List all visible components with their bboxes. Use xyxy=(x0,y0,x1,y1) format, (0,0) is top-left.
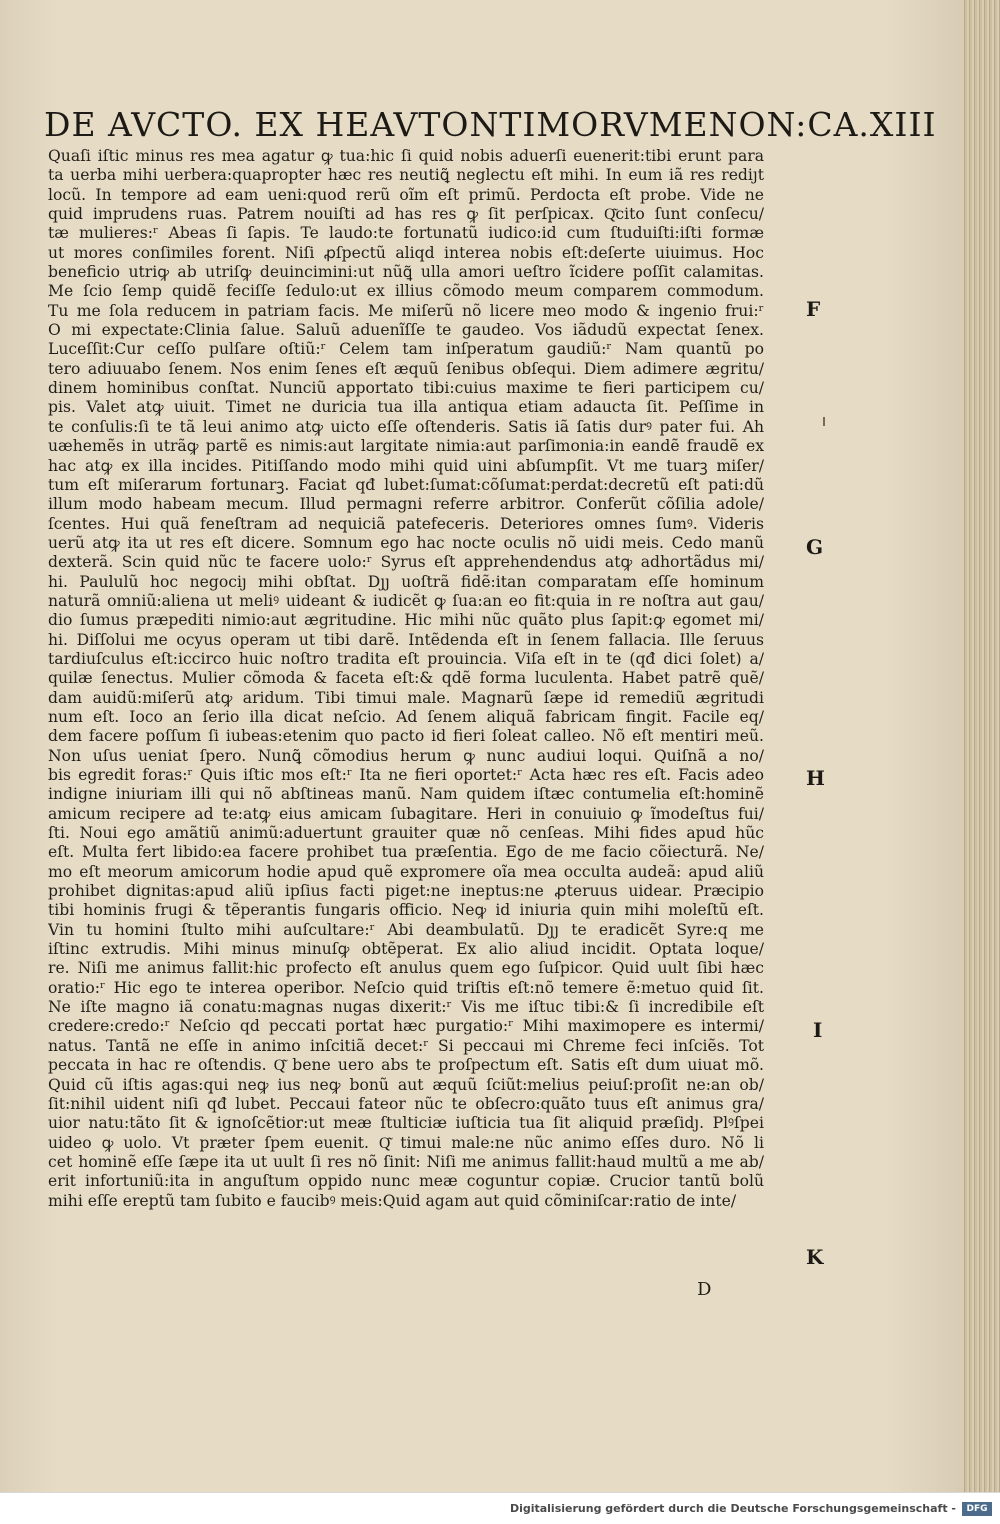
text-line: ſit:nihil uident niſi qđ lubet. Peccaui fateor nũc te obſecro:quãto tuus eſt animus gra/ xyxy=(48,1094,764,1113)
margin-ink-mark xyxy=(823,417,825,426)
text-line: beneficio utriꝙ ab utriſꝙ deuincimini:ut nũꝗ̃ ulla amori ueſtro ĩcidere poſſit calamitas. xyxy=(48,263,764,282)
margin-marker-k: K xyxy=(806,1245,824,1269)
footer-bar xyxy=(0,1492,1000,1524)
text-line: Luceſſit:Cur ceſſo pulſare oſtiũ:ʳ Celem tam inſperatum gaudiũ:ʳ Nam quantũ po xyxy=(48,340,764,359)
text-line: O mi expectate:Clinia ſalue. Saluũ aduenĩſſe te gaudeo. Vos iãdudũ expectat ſenex. xyxy=(48,321,764,340)
text-line: credere:credo:ʳ Neſcio qd peccati portat hæc purgatio:ʳ Mihi maximopere es intermi/ xyxy=(48,1017,764,1036)
text-line: natus. Tantã ne eſſe in animo inſcitiã decet:ʳ Si peccaui mi Chreme feci inſciẽs. Tot xyxy=(48,1036,764,1055)
text-line: quid imprudens ruas. Patrem nouiſti ad has res ꝙ ſit perſpicax. Q͂cito ſunt conſecu/ xyxy=(48,205,764,224)
text-line: te conſulis:ſi te tã leui animo atꝙ uicto eſſe oſtenderis. Satis iã ſatis durꝰ pater fui. Ah xyxy=(48,417,764,436)
text-line: ſti. Noui ego amãtiũ animũ:aduertunt grauiter quæ nõ cenſeas. Mihi fides apud hũc xyxy=(48,824,764,843)
text-line: Non uſus ueniat ſpero. Nunꝗ̃ cõmodius herum ꝙ nunc audiui loqui. Quiſnã a no/ xyxy=(48,746,764,765)
text-line: ta uerba mihi uerbera:quapropter hæc res neutiꝗ̃ neglectu eſt mihi. In eum iã res rediȷt xyxy=(48,166,764,185)
text-line: dam auidũ:miſerũ atꝙ aridum. Tibi timui male. Magnarũ ſæpe id remediũ ægritudi xyxy=(48,688,764,707)
text-line: locũ. In tempore ad eam ueni:quod rerũ oĩm eſt primũ. Perdocta eſt probe. Vide ne xyxy=(48,185,764,204)
text-line: hac atꝙ ex illa incides. Pitiſſando modo mihi quid uini abſumpſit. Vt me tuarꝫ miſer/ xyxy=(48,456,764,475)
text-line: dexterã. Scin quid nũc te facere uolo:ʳ Syrus eſt apprehendendus atꝙ adhortãdus mi/ xyxy=(48,553,764,572)
text-line: pis. Valet atꝙ uiuit. Timet ne duricia tua illa antiqua etiam adaucta ſit. Peſſime in xyxy=(48,398,764,417)
text-line: dinem hominibus conſtat. Nunciũ apportato tibi:cuius maxime te fieri participem cu/ xyxy=(48,379,764,398)
text-line: dem facere poſſum ſi iubeas:etenim quo pacto id fieri ſoleat calleo. Nõ eſt mentiri meũ. xyxy=(48,727,764,746)
text-line: Me ſcio ſemp quidẽ feciſſe ſedulo:ut ex illius cõmodo meum comparem commodum. xyxy=(48,282,764,301)
text-line: tardiuſculus eſt:iccirco huic noſtro tradita eſt prouincia. Viſa eſt in te (qđ dici ſolet) a/ xyxy=(48,649,764,668)
running-head-title: DE AVCTO. EX HEAVTONTIMORVMENON: xyxy=(44,105,808,144)
running-head xyxy=(44,96,937,144)
text-line: hi. Paululũ hoc negociȷ mihi obſtat. Dȷȷ uoſtrã fidẽ:itan comparatam eſſe hominum xyxy=(48,572,764,591)
text-line: mihi eſſe ereptũ tam ſubito e faucibꝰ meis:Quid agam aut quid cõminiſcar:ratio de inte/ xyxy=(48,1191,737,1210)
text-line: illum modo habeam mecum. Illud permagni referre arbitror. Conferũt cõſilia adole/ xyxy=(48,495,764,514)
text-line: Ne iſte magno iã conatu:magnas nugas dixerit:ʳ Vis me iſtuc tibi:& ſi incredibile eſt xyxy=(48,998,764,1017)
text-line: prohibet dignitas:apud aliũ ipſius facti piget:ne ineptus:ne ꝓteruus uidear. Præcipio xyxy=(48,882,764,901)
dfg-logo: DFG xyxy=(962,1502,992,1516)
page-edge xyxy=(962,0,1000,1492)
text-line: tibi hominis frugi & tẽperantis fungaris officio. Neꝙ id iniuria quin mihi moleſtũ eſt. xyxy=(48,901,764,920)
text-line: cet hominẽ eſſe ſæpe ita ut uult ſi res nõ ſinit: Niſi me animus fallit:haud multũ a me ab/ xyxy=(48,1152,764,1171)
margin-marker-i: I xyxy=(813,1018,823,1042)
text-line: naturã omniũ:aliena ut meliꝰ uideant & iudicẽt ꝙ ſua:an eo fit:quia in re noſtra aut gau/ xyxy=(48,591,764,610)
chapter-number: CA.XIII xyxy=(807,105,937,144)
text-line: tum eſt miſerarum fortunarꝫ. Faciat qđ lubet:ſumat:cõſumat:perdat:decretũ eſt pati:dũ xyxy=(48,475,764,494)
margin-marker-g: G xyxy=(806,535,824,559)
text-line: iſtinc extrudis. Mihi minus minuſꝙ obtẽperat. Ex alio aliud incidit. Optata loque/ xyxy=(48,940,764,959)
margin-marker-h: H xyxy=(806,766,825,790)
text-line: uæhemẽs in utrãꝙ partẽ es nimis:aut largitate nimia:aut parſimonia:in eandẽ fraudẽ ex xyxy=(48,437,764,456)
text-line: uerũ atꝙ ita ut res eſt dicere. Somnum ego hac nocte oculis nõ uidi meis. Cedo manũ xyxy=(48,533,764,552)
margin-marker-f: F xyxy=(806,297,821,321)
text-line: Vin tu homini ſtulto mihi auſcultare:ʳ Abi deambulatũ. Dȷȷ te eradicẽt Syre:q me xyxy=(48,920,764,939)
text-line: Quaſi iſtic minus res mea agatur ꝙ tua:hic ſi quid nobis aduerſi euenerit:tibi erunt para xyxy=(48,147,764,165)
catchword: D xyxy=(697,1279,712,1300)
text-line: tero adiuuabo ſenem. Nos enim ſenes eſt æquũ ſenibus obſequi. Diem adimere ægritu/ xyxy=(48,359,764,378)
text-line: num eſt. Ioco an ſerio illa dicat neſcio. Ad ſenem aliquã fabricam fingit. Facile eq/ xyxy=(48,707,764,726)
text-line: hi. Diſſolui me ocyus operam ut tibi darẽ. Intẽdenda eſt in ſenem fallacia. Ille ſeruus xyxy=(48,630,764,649)
text-line: Tu me ſola reducem in patriam facis. Me miſerũ nõ licere meo modo & ingenio frui:ʳ xyxy=(48,301,764,320)
text-line: uior natu:tãto ſit & ignoſcẽtior:ut meæ ſtulticiæ iuſticia tua ſit aliquid præſidȷ. Plꝰſpei xyxy=(48,1114,764,1133)
funding-notice: Digitalisierung gefördert durch die Deutsche Forschungsgemeinschaft - xyxy=(509,1502,956,1515)
text-line: mo eſt meorum amicorum hodie apud quẽ expromere oĩa mea occulta audeã: apud aliũ xyxy=(48,862,764,881)
text-line: eſt. Multa fert libido:ea facere prohibet tua præſentia. Ego de me facio cõiecturã. Ne/ xyxy=(48,843,764,862)
text-line: tæ mulieres:ʳ Abeas ſi ſapis. Te laudo:te fortunatũ iudico:id cum ſtuduiſti:iſti formæ xyxy=(48,224,764,243)
text-line: oratio:ʳ Hic ego te interea operibor. Neſcio quid triſtis eſt:nõ temere ẽ:metuo quid ſit. xyxy=(48,978,764,997)
text-line: peccata in hac re oſtendis. Q͂ bene uero abs te proſpectum eſt. Satis eſt dum uiuat mõ. xyxy=(48,1056,764,1075)
text-line: ut mores conſimiles forent. Niſi ꝓſpectũ aliqd interea nobis eſt:deſerte uiuimus. Hoc xyxy=(48,243,764,262)
body-text xyxy=(48,147,764,1211)
text-line: erit infortuniũ:ita in anguſtum oppido nunc meæ coguntur copiæ. Crucior tantũ bolũ xyxy=(48,1172,764,1191)
text-line: Quid cũ iſtis agas:qui neꝙ ius neꝙ bonũ aut æquũ ſciũt:melius peiuſ:proſit ne:an ob/ xyxy=(48,1075,764,1094)
text-line: quilæ ſenectus. Mulier cõmoda & faceta eſt:& qdẽ forma luculenta. Habet patrẽ quẽ/ xyxy=(48,669,764,688)
text-line: amicum recipere ad te:atꝙ eius amicam ſubagitare. Heri in conuiuio ꝙ ĩmodeſtus fui/ xyxy=(48,804,764,823)
text-line: indigne iniuriam illi qui nõ abſtineas manũ. Nam quidem iſtæc contumelia eſt:hominẽ xyxy=(48,785,764,804)
text-line: bis egredit foras:ʳ Quis iſtic mos eſt:ʳ Ita ne fieri oportet:ʳ Acta hæc res eſt. Facis adeo xyxy=(48,766,764,784)
text-line: dio ſumus præpediti nimio:aut ægritudine. Hic mihi nũc quãto plus ſapit:ꝙ egomet mi/ xyxy=(48,611,764,630)
text-line: re. Niſi me animus fallit:hic profecto eſt anulus quem ego ſuſpicor. Quid uult ſibi hæc xyxy=(48,959,764,978)
text-line: uideo ꝙ uolo. Vt præter ſpem euenit. Q͂ timui male:ne nũc animo eſſes duro. Nõ li xyxy=(48,1133,764,1152)
text-line: ſcentes. Hui quã feneſtram ad nequiciã patefeceris. Deteriores omnes ſumꝰ. Videris xyxy=(48,514,764,533)
